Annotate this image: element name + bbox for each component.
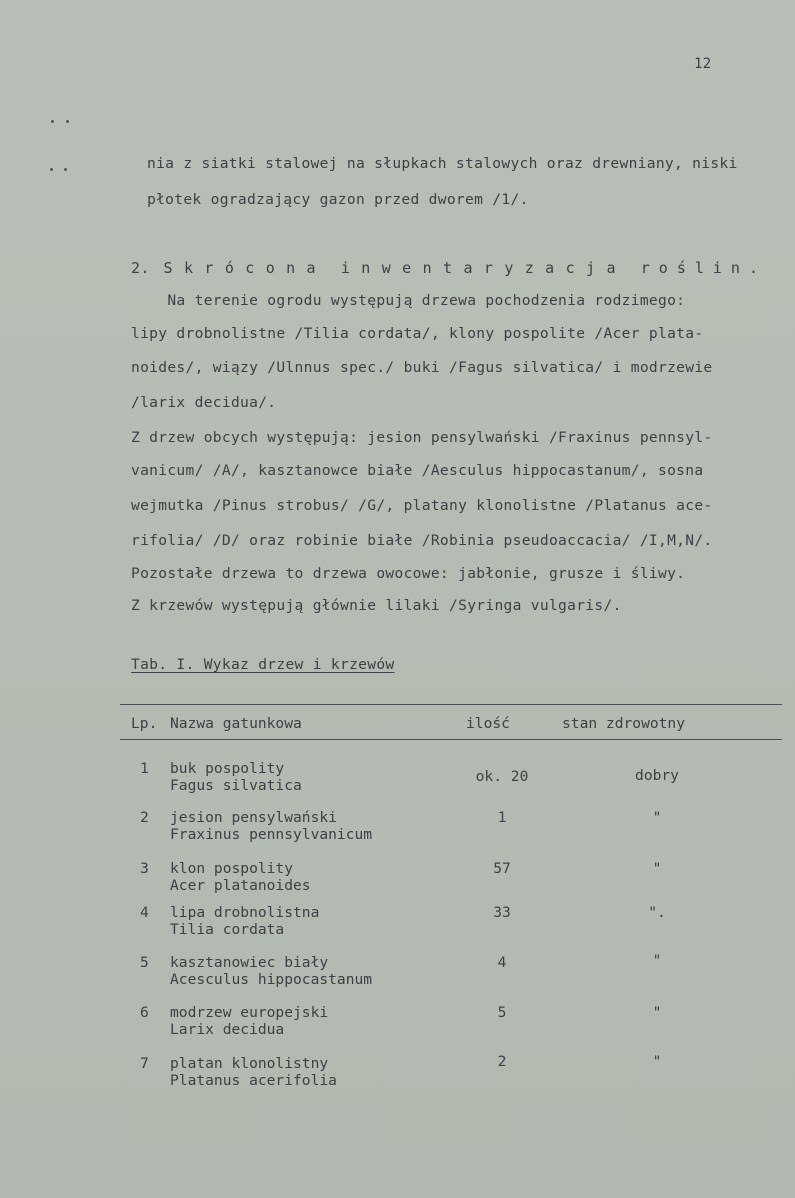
section-word-1: Skrócona (163, 259, 327, 277)
header-lp: Lp. (131, 715, 158, 732)
section-word-2: inwentaryzacja (340, 259, 627, 277)
paragraph2-line-4: /larix decidua/. (131, 394, 277, 411)
paragraph2-line-1: Na terenie ogrodu występują drzewa pochodzenia rodzimego: (131, 292, 686, 309)
paragraph1-line-1: nia z siatki stalowej na słupkach stalowych oraz drewniany, niski (147, 155, 738, 172)
row-qty: 57 (493, 860, 511, 877)
row-state: " (652, 860, 662, 877)
paragraph1-line-2: płotek ogradzający gazon przed dworem /1/. (147, 191, 529, 208)
row-latin: Fraxinus pennsylvanicum (170, 826, 373, 843)
row-lp: 6 (140, 1004, 149, 1021)
margin-speck (66, 120, 69, 123)
section-word-3: roślin. (640, 259, 767, 277)
table-top-rule (120, 704, 782, 705)
row-state: " (652, 809, 662, 826)
row-latin: Acesculus hippocastanum (170, 971, 373, 988)
paragraph2-line-5: Z drzew obcych występują: jesion pensylwański /Fraxinus pennsyl- (131, 429, 713, 446)
row-lp: 2 (140, 809, 149, 826)
row-state: " (652, 952, 662, 969)
row-name: buk pospolity (170, 760, 285, 777)
row-state: dobry (635, 767, 679, 784)
row-state: " (652, 1004, 662, 1021)
margin-speck (50, 168, 53, 171)
header-name: Nazwa gatunkowa (170, 715, 302, 732)
table-row (0, 904, 795, 946)
row-latin: Platanus acerifolia (170, 1072, 337, 1089)
header-state: stan zdrowotny (562, 715, 686, 732)
row-name: kasztanowiec biały (170, 954, 329, 971)
row-name: lipa drobnolistna (170, 904, 320, 921)
row-lp: 1 (140, 760, 149, 777)
row-name: jesion pensylwański (170, 809, 337, 826)
table-row (0, 860, 795, 902)
table-row (0, 954, 795, 996)
paragraph2-line-3: noides/, wiązy /Ulnnus spec./ buki /Fagus silvatica/ i modrzewie (131, 359, 713, 376)
row-latin: Fagus silvatica (170, 777, 302, 794)
table-row (0, 760, 795, 802)
paragraph2-line-7: wejmutka /Pinus strobus/ /G/, platany klonolistne /Platanus ace- (131, 497, 713, 514)
paragraph2-line-2: lipy drobnolistne /Tilia cordata/, klony pospolite /Acer plata- (131, 325, 704, 342)
row-name: klon pospolity (170, 860, 294, 877)
margin-speck (51, 120, 54, 123)
row-latin: Larix decidua (170, 1021, 285, 1038)
row-qty: 5 (497, 1004, 507, 1021)
paragraph2-line-9: Pozostałe drzewa to drzewa owocowe: jabłonie, grusze i śliwy. (131, 565, 686, 582)
row-qty: 4 (497, 954, 507, 971)
row-state: ". (648, 904, 666, 921)
table-header-rule (120, 739, 782, 740)
row-lp: 7 (140, 1055, 149, 1072)
row-qty: ok. 20 (475, 768, 529, 785)
row-name: platan klonolistny (170, 1055, 329, 1072)
row-qty: 2 (497, 1053, 507, 1070)
page-number: 12 (694, 56, 712, 72)
header-qty: ilość (466, 715, 510, 732)
table-row (0, 1055, 795, 1097)
table-row (0, 1004, 795, 1046)
row-lp: 5 (140, 954, 149, 971)
row-lp: 4 (140, 904, 149, 921)
row-lp: 3 (140, 860, 149, 877)
row-latin: Acer platanoides (170, 877, 311, 894)
paragraph2-line-6: vanicum/ /A/, kasztanowce białe /Aesculus hippocastanum/, sosna (131, 462, 704, 479)
row-qty: 1 (497, 809, 507, 826)
row-name: modrzew europejski (170, 1004, 329, 1021)
paragraph2-line-8: rifolia/ /D/ oraz robinie białe /Robinia pseudoaccacia/ /I,M,N/. (131, 532, 713, 549)
section-number: 2. (131, 259, 150, 277)
table-title: Tab. I. Wykaz drzew i krzewów (131, 656, 395, 673)
paragraph2-line-10: Z krzewów występują głównie lilaki /Syringa vulgaris/. (131, 597, 622, 614)
section-heading (131, 259, 767, 277)
margin-speck (64, 168, 67, 171)
row-latin: Tilia cordata (170, 921, 285, 938)
row-state: " (652, 1053, 662, 1070)
table-row (0, 809, 795, 851)
row-qty: 33 (493, 904, 511, 921)
